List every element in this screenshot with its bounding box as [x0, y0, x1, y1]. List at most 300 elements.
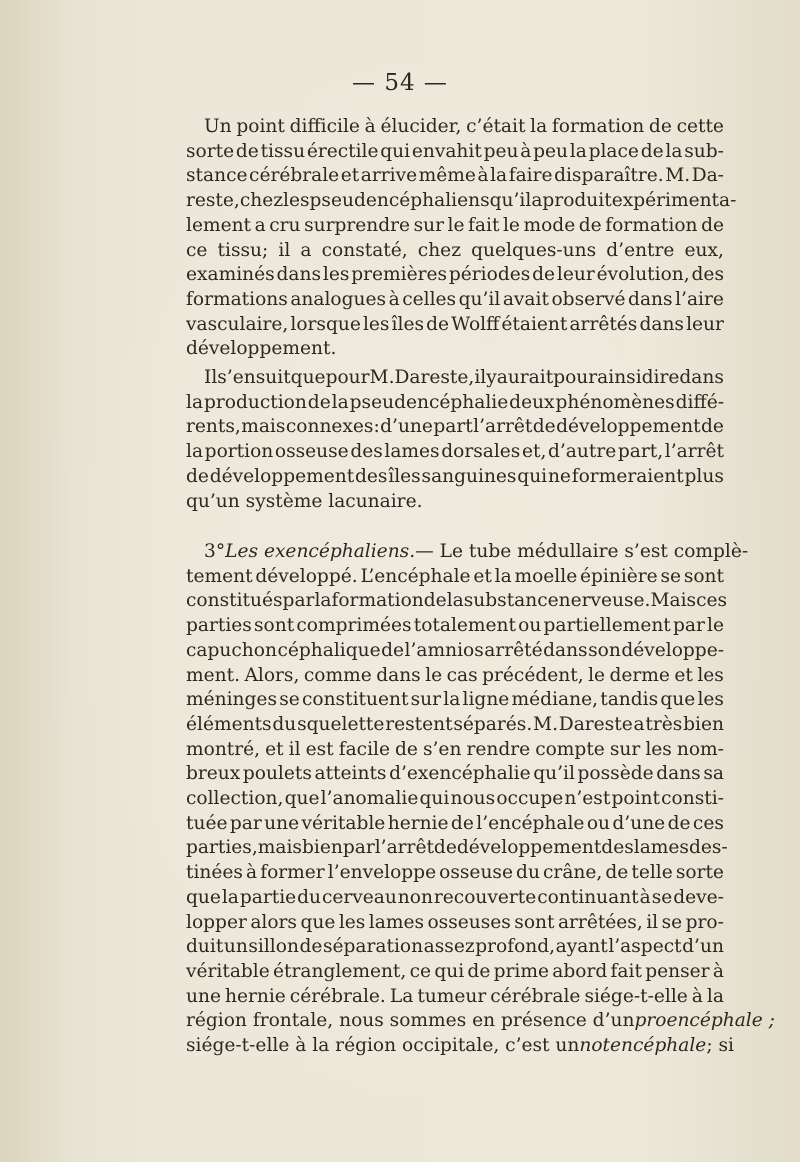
- word: sur: [410, 689, 442, 711]
- word: disparaître.: [554, 165, 664, 187]
- word: moelle: [514, 565, 578, 587]
- word: par: [672, 615, 705, 637]
- word: érectile: [306, 140, 379, 162]
- word: sub-: [684, 140, 724, 162]
- word: parties,: [186, 837, 258, 859]
- word: observé: [551, 288, 626, 310]
- word: Un: [204, 116, 232, 137]
- word: d’entre: [606, 239, 675, 261]
- word: fait: [610, 960, 642, 982]
- word: connexes:: [285, 416, 380, 438]
- word: analogues: [290, 288, 387, 310]
- word: ainsi: [597, 367, 642, 388]
- word: cérébrale: [249, 165, 340, 187]
- word: le: [502, 214, 520, 236]
- word: stance: [186, 165, 248, 187]
- word: derme: [609, 664, 670, 686]
- word: a: [300, 239, 312, 261]
- word: abord: [552, 960, 608, 982]
- word: part,: [617, 441, 664, 463]
- word: ligne: [462, 689, 510, 711]
- text-line: [186, 861, 724, 886]
- word: sur: [609, 738, 641, 760]
- word: précédent,: [482, 664, 584, 686]
- line-text: siége-t-elle à la région occipitale, c’est un: [186, 1035, 580, 1057]
- word: se: [279, 689, 300, 711]
- word: partie: [239, 886, 297, 908]
- text-line-mixed: [186, 1034, 734, 1059]
- paragraph-3: [186, 540, 775, 1059]
- word: de: [700, 416, 724, 438]
- word: l’aspect: [608, 936, 682, 958]
- text-line: [186, 614, 724, 639]
- word: ce: [409, 960, 432, 982]
- word: d’exencéphalie: [389, 763, 531, 785]
- word: penser: [645, 960, 710, 982]
- word: facile: [338, 738, 390, 760]
- word: formation: [331, 590, 424, 612]
- word: qu’il: [489, 190, 532, 212]
- word: de: [395, 738, 418, 760]
- word: lorsque: [290, 313, 361, 335]
- text-line: [186, 688, 724, 713]
- word: le: [588, 664, 606, 686]
- word: à: [712, 960, 724, 982]
- word: de: [299, 936, 323, 958]
- word: l’enveloppe: [327, 862, 437, 884]
- word: substance: [463, 590, 559, 612]
- word: sont: [254, 615, 295, 637]
- section-title: Les exencéphaliens.: [225, 541, 416, 562]
- word: bien: [683, 713, 724, 735]
- word: expérimenta-: [611, 190, 737, 212]
- word: développement: [456, 837, 602, 859]
- word: de: [701, 214, 724, 236]
- word: eux,: [684, 239, 724, 261]
- word: poulets: [242, 763, 312, 785]
- word: la: [665, 140, 683, 162]
- word: arrive: [360, 165, 418, 187]
- word: tandis: [600, 689, 659, 711]
- word: des: [601, 837, 634, 859]
- word: L’encéphale: [360, 565, 471, 587]
- text-line: [186, 415, 724, 440]
- text-line: [186, 985, 724, 1010]
- word: par: [229, 812, 262, 834]
- word: portion: [204, 441, 274, 463]
- word: les: [322, 264, 350, 286]
- word: phénomènes: [555, 391, 675, 413]
- word: quelques-uns: [471, 239, 597, 261]
- word: restent: [385, 713, 453, 735]
- text-line: [186, 589, 728, 614]
- word: sont: [683, 565, 724, 587]
- word: de: [235, 140, 259, 162]
- text-line: [186, 935, 724, 960]
- word: possède: [577, 763, 654, 785]
- word: dans: [639, 313, 684, 335]
- word: la: [490, 165, 508, 187]
- word: M.: [369, 367, 395, 388]
- word: osseuse: [439, 862, 513, 884]
- word: former: [260, 862, 325, 884]
- word: épinière: [580, 565, 658, 587]
- word: de: [381, 639, 405, 661]
- word: l’arrêt: [473, 416, 533, 438]
- word: les: [697, 689, 724, 711]
- word: formeraient: [571, 465, 684, 487]
- text-line: [186, 366, 724, 391]
- word: les: [645, 738, 672, 760]
- word: à: [520, 140, 532, 162]
- word: Dareste: [558, 713, 633, 735]
- text-line: [186, 140, 724, 165]
- word: sorte: [186, 140, 235, 162]
- word: de: [307, 391, 331, 413]
- word: comprimées: [296, 615, 412, 637]
- word: se: [651, 886, 673, 908]
- text-line: développement.: [186, 338, 337, 360]
- word: rents,: [186, 416, 241, 438]
- word: éléments: [186, 713, 272, 735]
- word: arrêtés: [569, 313, 638, 335]
- word: à: [691, 985, 703, 1007]
- word: collection,: [186, 788, 284, 810]
- word: d’autre: [547, 441, 617, 463]
- word: à: [246, 862, 258, 884]
- section-heading-line: [186, 540, 749, 565]
- word: a: [531, 190, 543, 212]
- word: ces: [692, 812, 724, 834]
- word: très: [645, 713, 683, 735]
- word: cérébrale.: [289, 985, 386, 1007]
- paper-stain: [0, 0, 70, 1162]
- word: deux: [509, 391, 555, 413]
- word: à: [639, 886, 651, 908]
- word: sanguines: [421, 465, 517, 487]
- word: la: [530, 116, 548, 137]
- word: lames: [368, 911, 424, 933]
- word: premières: [351, 264, 448, 286]
- word: d’une: [380, 416, 433, 438]
- word: le: [425, 664, 443, 686]
- word: véritable: [301, 812, 386, 834]
- word: qu’il: [458, 288, 501, 310]
- word: consti-: [661, 788, 724, 810]
- word: ce: [186, 239, 208, 261]
- word: osseuse: [274, 441, 349, 463]
- word: partiellement: [543, 615, 671, 637]
- word: dans: [376, 664, 421, 686]
- word: leur: [686, 313, 724, 335]
- word: production: [203, 391, 307, 413]
- word: que: [284, 788, 320, 810]
- word: séparation: [322, 936, 424, 958]
- word: les: [362, 313, 390, 335]
- word: dans: [628, 288, 673, 310]
- word: point: [611, 788, 660, 810]
- text-line: [186, 836, 728, 861]
- word: lopper: [186, 911, 247, 933]
- word: l’arrêt: [664, 441, 724, 463]
- word: deve-: [673, 886, 724, 908]
- word: ment.: [186, 664, 240, 686]
- text-line-mixed: [186, 1009, 775, 1034]
- word: la: [331, 391, 349, 413]
- text-line: [186, 263, 724, 288]
- word: par: [342, 837, 375, 859]
- text-line: [186, 465, 724, 490]
- word: constaté,: [321, 239, 408, 261]
- word: tuée: [186, 812, 228, 834]
- text-line: [186, 391, 724, 416]
- word: il: [288, 738, 301, 760]
- word: ne: [547, 465, 571, 487]
- text-line: [186, 639, 724, 664]
- word: séparés.: [453, 713, 533, 735]
- word: sur: [413, 214, 444, 236]
- word: telle: [631, 862, 673, 884]
- word: les: [338, 911, 366, 933]
- word: et,: [521, 441, 547, 463]
- word: arrêté: [484, 639, 543, 661]
- line-text: ; si: [706, 1035, 734, 1057]
- word: chez: [239, 190, 284, 212]
- word: développe-: [621, 639, 724, 661]
- word: prime: [493, 960, 549, 982]
- word: ou: [586, 812, 610, 834]
- word: fait: [468, 214, 500, 236]
- word: la: [186, 391, 204, 413]
- word: de: [186, 465, 209, 487]
- word: de: [426, 313, 450, 335]
- word: tumeur: [417, 985, 487, 1007]
- word: osseuses: [427, 911, 511, 933]
- word: La: [389, 985, 414, 1007]
- paragraph-1: [186, 115, 737, 362]
- word: se: [661, 911, 683, 933]
- word: mode: [523, 214, 576, 236]
- word: cérébrale: [490, 985, 581, 1007]
- word: profond,: [475, 936, 556, 958]
- word: tinées: [186, 862, 243, 884]
- word: la: [494, 565, 512, 587]
- word: qu’il: [533, 763, 575, 785]
- line-text: région frontale, nous sommes en présence d’un: [186, 1010, 635, 1032]
- word: de: [423, 590, 447, 612]
- word: le: [447, 214, 465, 236]
- word: diffé-: [675, 391, 724, 413]
- word: arrêtées,: [557, 911, 643, 933]
- word: Wolff: [451, 313, 500, 335]
- word: de: [450, 812, 474, 834]
- word: compte: [535, 738, 605, 760]
- word: constitués: [186, 590, 283, 612]
- text-line: [186, 787, 724, 812]
- text-line: [186, 812, 724, 837]
- word: qui: [517, 465, 548, 487]
- word: examinés: [186, 264, 275, 286]
- text-line: [186, 762, 724, 787]
- word: Alors,: [244, 664, 300, 686]
- word: peu: [533, 140, 568, 162]
- word: étaient: [501, 313, 568, 335]
- word: nom-: [676, 738, 724, 760]
- word: continuant: [537, 886, 639, 908]
- word: de: [640, 140, 664, 162]
- word: du: [272, 713, 297, 735]
- text-line: [186, 565, 724, 590]
- word: breux: [186, 763, 241, 785]
- word: hernie: [224, 985, 286, 1007]
- word: la: [186, 441, 204, 463]
- word: assez: [423, 936, 475, 958]
- word: tissu;: [217, 239, 269, 261]
- word: cru: [269, 214, 301, 236]
- word: formations: [186, 288, 288, 310]
- word: des: [355, 465, 388, 487]
- word: peu: [483, 140, 519, 162]
- word: Mais: [650, 590, 697, 612]
- text-line: [186, 214, 724, 239]
- word: mais: [241, 416, 286, 438]
- word: la: [314, 590, 332, 612]
- word: les: [697, 664, 724, 686]
- word: constituent: [301, 689, 409, 711]
- word: développement: [209, 465, 355, 487]
- word: l’arrêt: [374, 837, 434, 859]
- word: Il: [204, 367, 218, 388]
- word: totalement: [413, 615, 516, 637]
- word: envahit: [411, 140, 482, 162]
- word: M.: [665, 165, 691, 187]
- word: qui: [434, 960, 465, 982]
- word: part: [433, 416, 473, 438]
- word: étranglement,: [273, 960, 407, 982]
- text-line: [186, 911, 724, 936]
- word: tissu: [260, 140, 306, 162]
- word: sillon: [248, 936, 299, 958]
- word: à: [477, 165, 489, 187]
- word: il: [646, 911, 659, 933]
- text-line: [186, 239, 724, 264]
- word: il: [474, 367, 487, 388]
- word: même: [418, 165, 476, 187]
- text-line: [186, 738, 724, 763]
- word: qui: [380, 140, 411, 162]
- word: des: [350, 441, 383, 463]
- word: les: [283, 190, 310, 212]
- text-line: [186, 664, 724, 689]
- word: des: [691, 264, 724, 286]
- word: cas: [446, 664, 478, 686]
- word: médiane,: [511, 689, 598, 711]
- word: à: [388, 288, 400, 310]
- word: leur: [556, 264, 595, 286]
- word: que: [660, 689, 696, 711]
- word: pseudencéphalie: [349, 391, 509, 413]
- text-line: qu’un système lacunaire.: [186, 490, 423, 512]
- text-line: [186, 115, 724, 140]
- word: pour: [553, 367, 598, 388]
- word: recouverte: [433, 886, 537, 908]
- word: squelette: [297, 713, 385, 735]
- word: qui: [419, 788, 450, 810]
- word: dans: [276, 264, 322, 286]
- word: bien: [301, 837, 343, 859]
- word: pour: [325, 367, 370, 388]
- word: et: [340, 165, 360, 187]
- word: Dareste,: [394, 367, 475, 388]
- word: chez: [417, 239, 461, 261]
- word: sorte: [675, 862, 724, 884]
- word: n’est: [564, 788, 611, 810]
- word: non: [397, 886, 433, 908]
- word: duit: [186, 936, 224, 958]
- word: et: [674, 664, 693, 686]
- word: dans: [679, 367, 724, 388]
- word: place: [588, 140, 639, 162]
- word: une: [264, 812, 300, 834]
- page-number: — 54 —: [352, 70, 448, 96]
- text-line: [186, 886, 724, 911]
- word: produit: [542, 190, 612, 212]
- word: surprendre: [304, 214, 411, 236]
- word: nous: [450, 788, 496, 810]
- text-line: [186, 713, 724, 738]
- word: difficile: [289, 116, 360, 137]
- word: d’une: [612, 812, 666, 834]
- word: que: [290, 367, 326, 388]
- word: un: [223, 936, 248, 958]
- text-line: [186, 189, 737, 214]
- word: dire: [641, 367, 680, 388]
- word: montré,: [186, 738, 261, 760]
- word: d’un: [682, 936, 724, 958]
- word: faire: [508, 165, 553, 187]
- word: des-: [688, 837, 728, 859]
- word: lement: [186, 214, 252, 236]
- word: mais: [257, 837, 302, 859]
- word: méninges: [186, 689, 277, 711]
- word: de: [532, 264, 556, 286]
- word: la: [221, 886, 239, 908]
- word: cerveau: [321, 886, 397, 908]
- italic-term: notencéphale: [579, 1035, 707, 1057]
- word: sa: [703, 763, 724, 785]
- section-heading-rest: — Le tube médullaire s’est complè-: [415, 541, 749, 562]
- word: le: [707, 615, 724, 637]
- word: l’amnios: [404, 639, 484, 661]
- word: reste,: [186, 190, 240, 212]
- word: céphalique: [277, 639, 381, 661]
- text-line: [186, 164, 724, 189]
- text-line: [186, 960, 724, 985]
- word: capuchon: [186, 639, 277, 661]
- word: comme: [303, 664, 372, 686]
- word: lames: [384, 441, 440, 463]
- word: par: [282, 590, 315, 612]
- word: de: [667, 812, 691, 834]
- word: périodes: [448, 264, 531, 286]
- word: la: [443, 689, 461, 711]
- word: que: [300, 911, 336, 933]
- word: du: [516, 862, 540, 884]
- word: lames: [633, 837, 689, 859]
- word: atteints: [314, 763, 387, 785]
- word: formation: [551, 116, 645, 137]
- word: à: [364, 116, 376, 137]
